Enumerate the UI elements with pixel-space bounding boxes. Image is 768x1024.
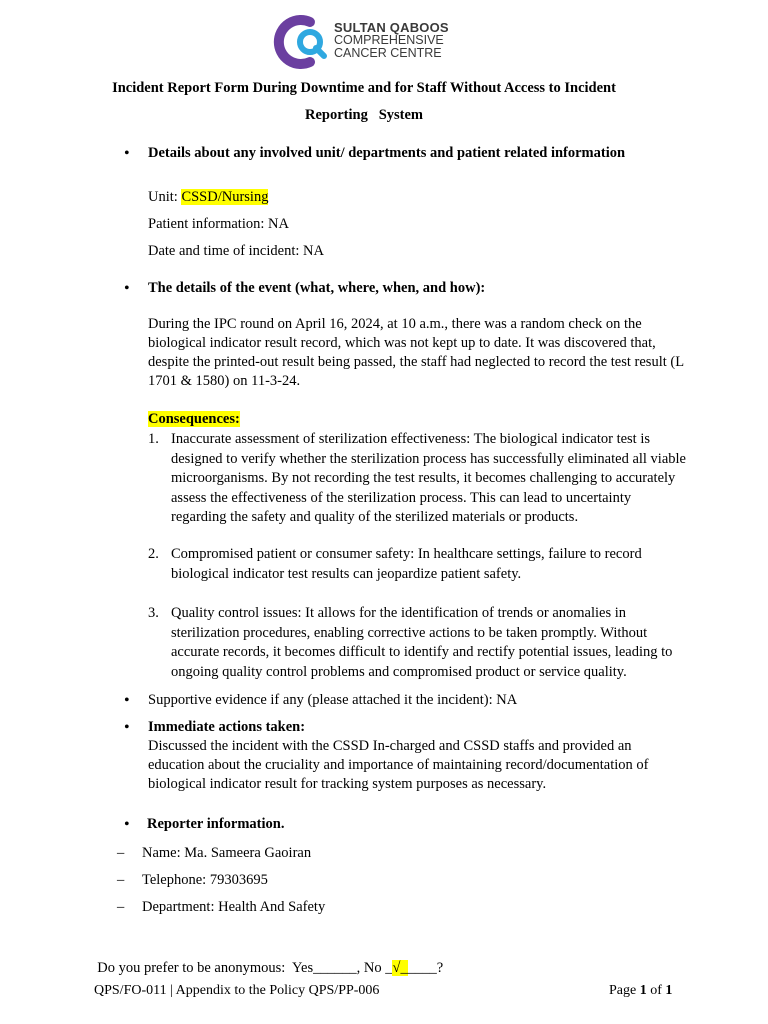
dash-icon: – xyxy=(117,899,125,915)
page-number: Page 1 of 1 xyxy=(609,983,673,998)
section2-heading: The details of the event (what, where, when, and how): xyxy=(148,280,486,296)
list-item xyxy=(148,430,688,528)
list-number: 2. xyxy=(148,546,159,562)
list-item xyxy=(148,545,688,584)
reporter-heading: Reporter information. xyxy=(147,816,285,832)
reporter-name: Name: Ma. Sameera Gaoiran xyxy=(142,845,312,861)
consequences-list xyxy=(148,430,688,528)
consequences-list xyxy=(148,545,688,584)
anonymous-prefix: Do you prefer to be anonymous: Yes______, No _ xyxy=(97,960,393,976)
section1-heading: Details about any involved unit/ departments and patient related information xyxy=(148,145,626,161)
unit-label: Unit: xyxy=(148,189,182,205)
unit-value: CSSD/Nursing xyxy=(181,189,269,205)
bullet-icon: • xyxy=(124,145,130,162)
dash-icon: – xyxy=(117,845,125,861)
logo-text xyxy=(334,21,449,60)
list-text: Compromised patient or consumer safety: In healthcare settings, failure to record biological indicator test results can jeopardize patient safety. xyxy=(171,546,642,582)
consequences-list xyxy=(148,604,688,682)
logo-mark-icon xyxy=(272,14,332,70)
consequences-label: Consequences: xyxy=(148,411,240,427)
reporter-telephone: Telephone: 79303695 xyxy=(142,872,268,888)
bullet-icon: • xyxy=(124,692,130,709)
patient-info: Patient information: NA xyxy=(148,216,289,232)
logo-line-3: CANCER CENTRE xyxy=(334,46,442,60)
page-title-line-1: Incident Report Form During Downtime and for Staff Without Access to Incident xyxy=(112,80,616,96)
reporter-department: Department: Health And Safety xyxy=(142,899,326,915)
list-text: Inaccurate assessment of sterilization effectiveness: The biological indicator test is designed to verify whether the sterilization process has successfully eliminated all viable microorganisms. By not recording the test results, it becomes challenging to accurately assess the effectiveness of the sterilization process. This can lead to uncertainty regarding the safety and quality of the sterilized materials or products. xyxy=(171,431,686,525)
bullet-icon: • xyxy=(124,816,130,833)
unit-line xyxy=(148,189,268,206)
logo-line-1: SULTAN QABOOS xyxy=(334,20,449,35)
immediate-actions: Discussed the incident with the CSSD In-charged and CSSD staffs and provided an education about the cruciality and importance of maintaining record/documentation of biological indicator result for tracking system purposes as necessary. xyxy=(148,738,649,792)
anonymous-question xyxy=(90,943,443,977)
date-time: Date and time of incident: NA xyxy=(148,243,324,259)
list-text: Quality control issues: It allows for the identification of trends or anomalies in sterilization procedures, enabling corrective actions to be taken promptly. Without accurate records, it becomes difficult to identify and rectify potential issues, leading to ongoing quality control problems and compromised product or service quality. xyxy=(171,605,673,680)
list-item xyxy=(148,604,688,682)
event-details: During the IPC round on April 16, 2024, at 10 a.m., there was a random check on the biological indicator result record, which was not kept up to date. It was discovered that, despite the printed-out result being passed, the staff had neglected to record the test result (L 1701 & 1580) on 11-3-24. xyxy=(148,316,684,389)
anonymous-check: √_ xyxy=(392,960,408,976)
bullet-icon: • xyxy=(124,719,130,736)
anonymous-suffix: ____? xyxy=(407,960,444,976)
bullet-icon: • xyxy=(124,280,130,297)
logo-line-2: COMPREHENSIVE xyxy=(334,33,444,47)
footer-reference: QPS/FO-011 | Appendix to the Policy QPS/PP-006 xyxy=(94,983,380,998)
section4-heading: Immediate actions taken: xyxy=(148,719,306,735)
supportive-evidence: Supportive evidence if any (please attached it the incident): NA xyxy=(148,692,518,708)
list-number: 1. xyxy=(148,431,159,447)
list-number: 3. xyxy=(148,605,159,621)
dash-icon: – xyxy=(117,872,125,888)
logo xyxy=(272,14,452,70)
page-title-line-2: Reporting System xyxy=(304,107,423,123)
